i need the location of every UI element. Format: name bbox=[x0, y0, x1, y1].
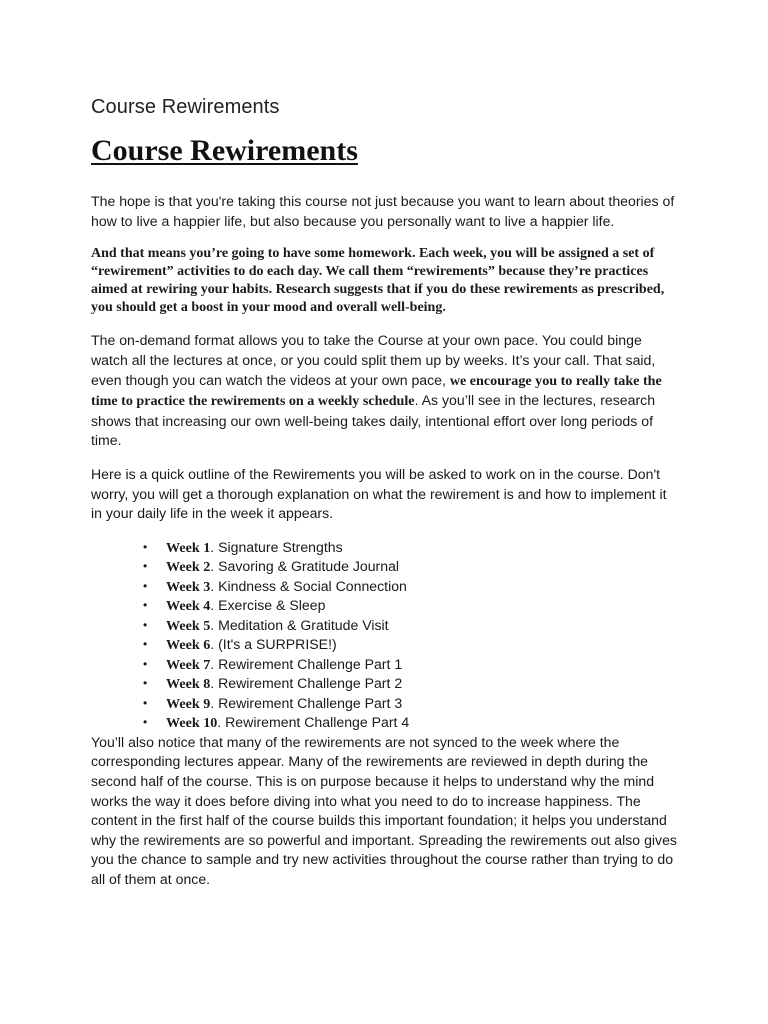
week-label: Week 10 bbox=[166, 715, 218, 732]
bullet-icon: • bbox=[143, 539, 148, 554]
list-item bbox=[91, 694, 681, 714]
list-item bbox=[91, 713, 681, 733]
outline-intro-paragraph: Here is a quick outline of the Rewirements you will be asked to work on in the course. Don't worry, you will get a thorough explanation on what the rewirement is and how to implement it in your daily life in the week it appears. bbox=[91, 465, 667, 522]
week-label: Week 5 bbox=[166, 617, 211, 634]
intro-paragraph: The hope is that you're taking this course not just because you want to learn about theories of how to live a happier life, but also because you personally want to live a happier life. bbox=[91, 193, 675, 229]
week-topic: . (It's a SURPRISE!) bbox=[210, 636, 337, 653]
week-topic: . Rewirement Challenge Part 2 bbox=[210, 675, 403, 692]
list-item bbox=[91, 655, 681, 675]
list-item bbox=[91, 557, 681, 577]
week-label: Week 1 bbox=[166, 539, 211, 556]
bullet-icon: • bbox=[143, 598, 148, 613]
closing-paragraph: You’ll also notice that many of the rewirements are not synced to the week where the corresponding lectures appear. Many of the rewirements are reviewed in depth during the second half of the course. This is on purpose because it helps to understand why the mind works the way it does before diving into what you need to do to increase happiness. The content in the first half of the course builds this important foundation; it helps you understand why the rewirements are so powerful and important. Spreading the rewirements out also gives you the chance to sample and try new activities throughout the course rather than trying to do all of them at once. bbox=[91, 733, 677, 887]
week-topic: . Savoring & Gratitude Journal bbox=[210, 558, 400, 575]
format-paragraph bbox=[91, 331, 681, 451]
format-text-part2: . As you’ll see in the lectures, research shows that increasing our own well-being takes daily, intentional effort over long periods of time. bbox=[91, 392, 656, 449]
week-label: Week 6 bbox=[166, 637, 211, 654]
week-topic: . Exercise & Sleep bbox=[210, 597, 326, 614]
week-label: Week 8 bbox=[166, 676, 211, 693]
week-label: Week 4 bbox=[166, 598, 211, 615]
week-topic: . Kindness & Social Connection bbox=[210, 577, 407, 594]
list-item bbox=[91, 596, 681, 616]
week-topic: . Meditation & Gratitude Visit bbox=[210, 616, 389, 633]
homework-paragraph: And that means you’re going to have some homework. Each week, you will be assigned a set of “rewirement” activities to do each day. We call them “rewirements” because they’re practices aimed at rewiring your habits. Research suggests that if you do these rewirements as prescribed, you should get a boost in your mood and overall well-being. bbox=[91, 246, 665, 315]
week-topic: . Rewirement Challenge Part 3 bbox=[210, 694, 403, 711]
format-text-part1: The on-demand format allows you to take the Course at your own pace. You could binge watch all the lectures at once, or you could split them up by weeks. It’s your call. That said, even though you can watch the videos at your own pace, bbox=[91, 332, 656, 388]
list-item bbox=[91, 577, 681, 597]
week-label: Week 2 bbox=[166, 559, 211, 576]
page-title: Course Rewirements bbox=[91, 134, 358, 167]
bullet-icon: • bbox=[143, 637, 148, 652]
bullet-icon: • bbox=[143, 578, 148, 593]
list-item bbox=[91, 616, 681, 636]
document-label: Course Rewirements bbox=[91, 96, 280, 118]
bullet-icon: • bbox=[143, 559, 148, 574]
week-topic: . Signature Strengths bbox=[210, 538, 343, 555]
weeks-list bbox=[91, 538, 681, 733]
bullet-icon: • bbox=[143, 617, 148, 632]
list-item bbox=[91, 538, 681, 558]
week-label: Week 9 bbox=[166, 695, 211, 712]
format-emphasis: we encourage you to really take the time to practice the rewirements on a weekly schedule bbox=[91, 372, 662, 410]
document-body bbox=[91, 192, 681, 903]
week-label: Week 3 bbox=[166, 578, 211, 595]
week-topic: . Rewirement Challenge Part 1 bbox=[210, 655, 403, 672]
bullet-icon: • bbox=[143, 656, 148, 671]
bullet-icon: • bbox=[143, 676, 148, 691]
bullet-icon: • bbox=[143, 715, 148, 730]
week-label: Week 7 bbox=[166, 656, 211, 673]
list-item bbox=[91, 674, 681, 694]
bullet-icon: • bbox=[143, 695, 148, 710]
list-item bbox=[91, 635, 681, 655]
week-topic: . Rewirement Challenge Part 4 bbox=[217, 714, 410, 731]
